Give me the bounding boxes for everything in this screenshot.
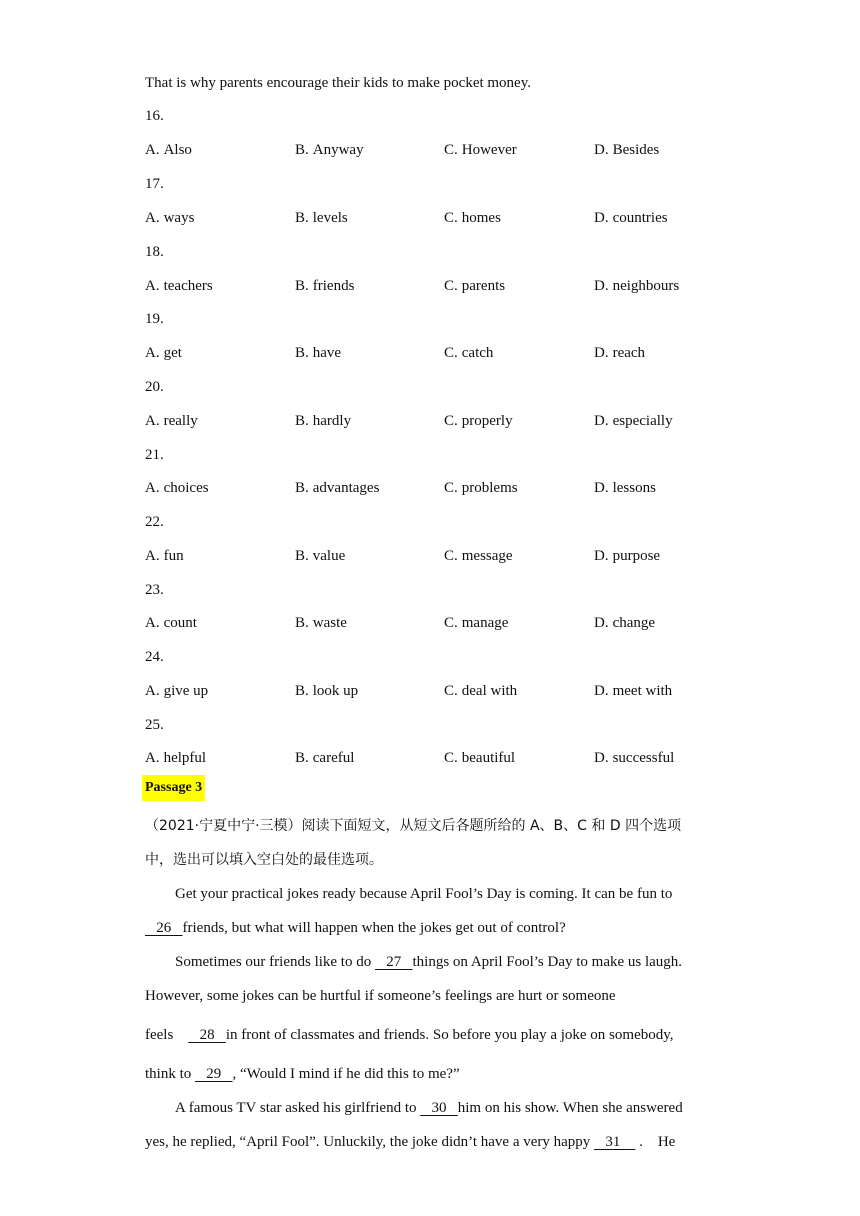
question-number: 23.	[145, 582, 164, 598]
instruction-line: 中，选出可以填入空白处的最佳选项。	[145, 852, 383, 868]
option-c: C. problems	[444, 480, 518, 496]
option-row	[145, 748, 725, 768]
blank-30: 30	[420, 1100, 458, 1116]
passage-line: Get your practical jokes ready because April Fool’s Day is coming. It can be fun to	[175, 886, 673, 902]
option-c: C. message	[444, 548, 513, 564]
option-d: D. especially	[594, 413, 673, 429]
option-b: B. Anyway	[295, 142, 364, 158]
option-c: C. homes	[444, 210, 501, 226]
option-d: D. meet with	[594, 683, 673, 699]
option-b: B. value	[295, 548, 346, 564]
option-d: D. reach	[594, 345, 646, 361]
option-c: C. beautiful	[444, 750, 516, 766]
blank-28: 28	[188, 1027, 226, 1043]
option-b: B. waste	[295, 615, 347, 631]
option-c: C. parents	[444, 278, 506, 294]
option-b: B. look up	[295, 683, 359, 699]
option-a: A. give up	[145, 683, 209, 699]
question-number: 22.	[145, 514, 164, 530]
option-a: A. ways	[145, 210, 195, 226]
option-a: A. helpful	[145, 750, 207, 766]
option-d: D. successful	[594, 750, 675, 766]
option-c: C. manage	[444, 615, 509, 631]
option-row	[145, 276, 725, 296]
question-number: 21.	[145, 447, 164, 463]
question-number: 18.	[145, 244, 164, 260]
option-row	[145, 208, 725, 228]
intro-line: That is why parents encourage their kids to make pocket money.	[145, 75, 531, 91]
option-row	[145, 478, 725, 498]
option-row	[145, 140, 725, 160]
option-a: A. Also	[145, 142, 192, 158]
blank-27: 27	[374, 954, 413, 970]
blank-31: 31	[594, 1134, 636, 1150]
option-d: D. change	[594, 615, 656, 631]
option-d: D. purpose	[594, 548, 661, 564]
passage-line: feels 28 in front of classmates and friends. So before you play a joke on somebody,	[145, 1027, 674, 1043]
instruction-line: （2021·宁夏中宁·三模）阅读下面短文，从短文后各题所给的 A、B、C 和 D 四个选项	[145, 818, 682, 834]
option-a: A. teachers	[145, 278, 213, 294]
option-b: B. levels	[295, 210, 348, 226]
option-c: C. deal with	[444, 683, 518, 699]
option-b: B. careful	[295, 750, 355, 766]
option-a: A. get	[145, 345, 182, 361]
option-a: A. count	[145, 615, 197, 631]
question-number: 24.	[145, 649, 164, 665]
passage-line: 26 friends, but what will happen when the jokes get out of control?	[145, 920, 566, 936]
option-d: D. countries	[594, 210, 668, 226]
option-c: C. catch	[444, 345, 494, 361]
question-number: 20.	[145, 379, 164, 395]
option-b: B. advantages	[295, 480, 380, 496]
question-number: 25.	[145, 717, 164, 733]
option-b: B. have	[295, 345, 342, 361]
option-c: C. However	[444, 142, 517, 158]
option-b: B. hardly	[295, 413, 352, 429]
option-a: A. fun	[145, 548, 184, 564]
option-c: C. properly	[444, 413, 513, 429]
option-d: D. lessons	[594, 480, 656, 496]
passage-line: Sometimes our friends like to do 27 things on April Fool’s Day to make us laugh.	[175, 954, 683, 970]
blank-26: 26	[145, 920, 183, 936]
option-d: D. Besides	[594, 142, 660, 158]
option-row	[145, 343, 725, 363]
passage-line: think to 29 , “Would I mind if he did this to me?”	[145, 1066, 460, 1082]
option-row	[145, 546, 725, 566]
option-b: B. friends	[295, 278, 355, 294]
option-row	[145, 613, 725, 633]
option-a: A. really	[145, 413, 198, 429]
question-number: 17.	[145, 176, 164, 192]
blank-29: 29	[195, 1066, 233, 1082]
passage-line: yes, he replied, “April Fool”. Unluckily, the joke didn’t have a very happy 31 . He	[145, 1134, 676, 1150]
passage-heading: Passage 3	[142, 775, 205, 801]
option-row	[145, 411, 725, 431]
question-number: 16.	[145, 108, 164, 124]
passage-line: However, some jokes can be hurtful if someone’s feelings are hurt or someone	[145, 988, 616, 1004]
passage-line: A famous TV star asked his girlfriend to 30 him on his show. When she answered	[175, 1100, 683, 1116]
option-a: A. choices	[145, 480, 209, 496]
option-d: D. neighbours	[594, 278, 680, 294]
option-row	[145, 681, 725, 701]
question-number: 19.	[145, 311, 164, 327]
